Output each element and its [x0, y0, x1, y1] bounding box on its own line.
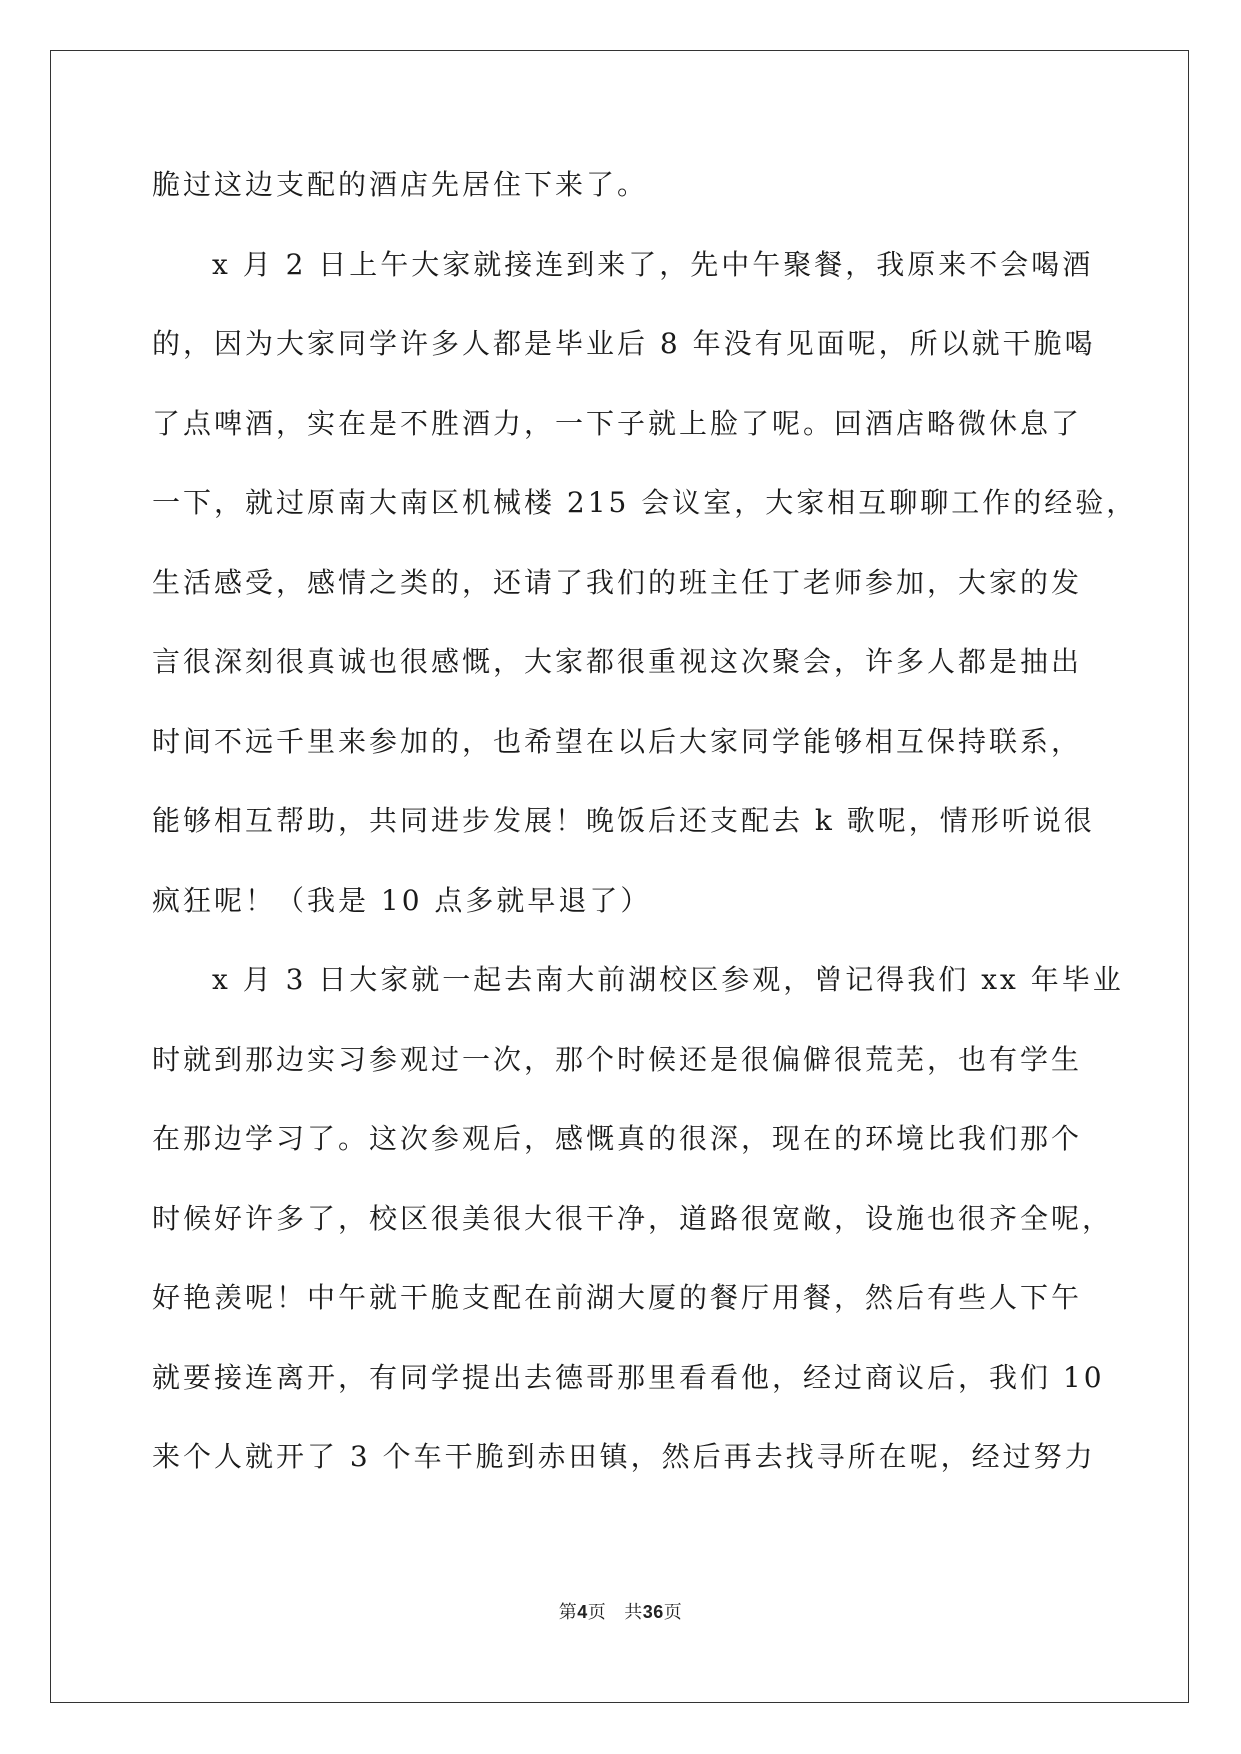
text-line: 的，因为大家同学许多人都是毕业后 8 年没有见面呢，所以就干脆喝 [152, 327, 1096, 360]
footer-page-total: 36 [642, 1602, 664, 1622]
footer-page-suffix: 页 [587, 1602, 607, 1623]
footer-total-prefix: 共 [624, 1602, 643, 1623]
text-line: x 月 2 日上午大家就接连到来了，先中午聚餐，我原来不会喝酒 [212, 247, 1094, 281]
footer-page-current: 4 [577, 1602, 588, 1622]
text-line: 言很深刻很真诚也很感慨，大家都很重视这次聚会，许多人都是抽出 [152, 645, 1083, 678]
text-line: 来个人就开了 3 个车干脆到赤田镇，然后再去找寻所在呢，经过努力 [152, 1440, 1096, 1473]
text-line: 时间不远千里来参加的，也希望在以后大家同学能够相互保持联系， [152, 724, 1083, 758]
document-body [152, 145, 1138, 1497]
text-line: 脆过这边支配的酒店先居住下来了。 [152, 168, 649, 201]
text-line: 疯狂呢！（我是 10 点多就早退了） [152, 883, 652, 917]
page-footer [0, 1598, 1241, 1624]
text-line: 就要接连离开，有同学提出去德哥那里看看他，经过商议后，我们 10 [152, 1360, 1105, 1394]
text-line: 能够相互帮助，共同进步发展！晚饭后还支配去 k 歌呢，情形听说很 [152, 804, 1095, 837]
text-line: x 月 3 日大家就一起去南大前湖校区参观，曾记得我们 xx 年毕业 [212, 963, 1124, 996]
text-line: 在那边学习了。这次参观后，感慨真的很深，现在的环境比我们那个 [152, 1122, 1083, 1155]
text-line: 一下，就过原南大南区机械楼 215 会议室，大家相互聊聊工作的经验， [152, 486, 1138, 519]
text-line: 时候好许多了，校区很美很大很干净，道路很宽敞，设施也很齐全呢， [152, 1201, 1114, 1235]
text-line: 了点啤酒，实在是不胜酒力，一下子就上脸了呢。回酒店略微休息了 [152, 406, 1083, 440]
footer-total-suffix: 页 [663, 1602, 683, 1623]
text-line: 好艳羡呢！中午就干脆支配在前湖大厦的餐厅用餐，然后有些人下午 [152, 1281, 1083, 1314]
text-line: 生活感受，感情之类的，还请了我们的班主任丁老师参加，大家的发 [152, 565, 1083, 599]
footer-page-prefix: 第 [558, 1602, 578, 1623]
text-line: 时就到那边实习参观过一次，那个时候还是很偏僻很荒芜，也有学生 [152, 1042, 1083, 1076]
